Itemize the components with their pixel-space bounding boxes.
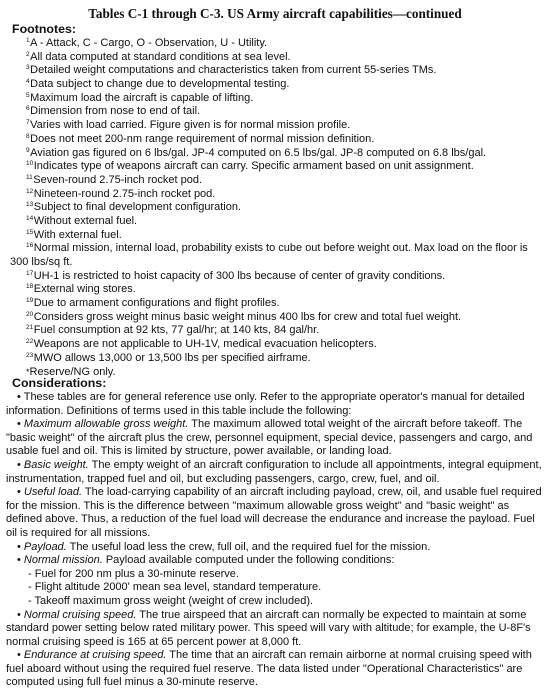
footnote-mark: 5 [26,91,30,99]
footnote-text: UH-1 is restricted to hoist capacity of 300 lbs because of center of gravity conditions. [33,269,446,282]
footnote-item [26,338,546,352]
considerations-list [6,391,546,690]
footnote-item [26,147,546,161]
footnote-text: All data computed at standard conditions at sea level. [30,50,291,63]
consideration-item [6,649,546,690]
bullet-icon: • [17,418,21,431]
consideration-text: The true airspeed that an aircraft can normally be expected to maintain at some standard power setting below rated military power. This speed will vary with altitude; for example, the U-8F's normal cruising speed is 165 at 65 percent power at 8,000 ft. [6,608,531,648]
footnote-mark: 12 [26,187,34,195]
footnote-text: Data subject to change due to developmental testing. [30,78,290,91]
consideration-item [6,418,546,459]
footnote-text: Normal mission, internal load, probability exists to cube out before weight out. Max load on the floor is 300 lbs/sq ft. [10,242,528,269]
footnote-text: Subject to final development configuration. [33,201,242,214]
footnote-item [26,215,546,229]
footnote-item [26,297,546,311]
footnote-text: With external fuel. [33,228,122,241]
bullet-icon: • [17,554,21,567]
footnote-mark: 6 [26,105,30,113]
consideration-term: Normal cruising speed. [23,608,137,621]
footnote-item [26,352,546,366]
bullet-icon: • [17,540,21,553]
footnote-mark: 2 [26,50,30,58]
footnote-mark: 10 [26,160,34,168]
consideration-text: The maximum allowed total weight of the aircraft before takeoff. The "basic weight" of the aircraft plus the crew, personnel equipment, special device, passengers and cargo, and usable fuel and oil. This is limited by structure, power available, or landing load. [6,418,533,458]
considerations-heading: Considerations: [12,376,107,390]
footnote-text: Maximum load the aircraft is capable of lifting. [30,91,254,104]
consideration-term: Maximum allowable gross weight. [23,418,189,431]
footnote-mark: 13 [26,201,34,209]
consideration-term: Endurance at cruising speed. [23,649,167,662]
footnote-mark: 1 [26,37,30,44]
consideration-term: Normal mission. [23,554,103,567]
bullet-icon: • [17,486,21,499]
page-title: Tables C-1 through C-3. US Army aircraft capabilities—continued [88,6,462,21]
consideration-text: These tables are for general reference use only. Refer to the appropriate operator's manual for detailed information. Definitions of terms used in this table include the following: [6,391,525,417]
consideration-text: The load-carrying capability of an aircraft including payload, crew, oil, and usable fuel required for the mission. This is the difference between "maximum allowable gross weight" and "basic weight" as defined above. Thus, a reduction of the fuel load will decrease the endurance and increase the payload. Fuel oil is required for all missions. [6,486,542,539]
footnote-mark: 8 [26,132,30,140]
footnote-text: Due to armament configurations and flight profiles. [33,297,280,310]
consideration-item [6,554,546,568]
footnote-item [26,324,546,338]
footnote-text: Reserve/NG only. [29,365,116,378]
footnote-item [26,64,546,78]
footnote-mark: 11 [26,173,33,181]
footnote-item [26,78,546,92]
footnote-text: Weapons are not applicable to UH-1V, medical evacuation helicopters. [33,338,377,351]
footnotes-heading: Footnotes: [12,22,77,36]
footnote-text: Dimension from nose to end of tail. [30,105,201,118]
footnote-mark: 15 [26,228,34,236]
footnote-item [26,119,546,133]
bullet-icon: • [17,649,21,662]
footnote-item [26,270,546,284]
footnote-item [26,92,546,106]
footnote-mark: 22 [26,338,34,346]
footnote-text: MWO allows 13,000 or 13,500 lbs per specified airframe. [33,351,311,364]
footnotes-list [10,37,546,379]
mission-condition-item: - Fuel for 200 nm plus a 30-minute reserve. [28,567,239,580]
footnote-mark: 21 [26,324,34,332]
consideration-item [6,459,546,486]
footnote-item [26,283,546,297]
footnote-item [26,105,546,119]
footnote-mark: 3 [26,64,30,72]
footnote-mark: 4 [26,78,30,86]
footnote-text: Aviation gas figured on 6 lbs/gal. JP-4 computed on 6.5 lbs/gal. JP-8 computed on 6.8 lbs/gal. [30,146,487,159]
consideration-text: The empty weight of an aircraft configuration to include all appointments, integral equipment, instrumentation, trapped fuel and oil, but excluding passengers, cargo, crew, fuel, and oil. [6,458,542,485]
footnote-mark: 23 [26,351,34,359]
footnote-item [26,133,546,147]
footnote-item [26,174,546,188]
consideration-term: Basic weight. [23,458,89,471]
consideration-text: Payload available computed under the following conditions: [105,554,395,567]
footnote-item [26,160,546,174]
footnote-mark: 16 [26,242,34,250]
consideration-text: The time that an aircraft can remain airborne at normal cruising speed with fuel aboard without using the required fuel reserve. The data listed under "Operational Characteristics" are computed using full fuel minus a 30-minute reserve. [6,649,532,689]
consideration-item [6,391,546,418]
footnote-mark: 20 [26,310,34,318]
consideration-item [6,609,546,650]
footnote-mark: 17 [26,269,34,277]
footnote-text: Without external fuel. [33,214,138,227]
footnote-mark: 7 [26,119,30,127]
footnote-text: Indicates type of weapons aircraft can carry. Specific armament based on unit assignment. [33,160,474,173]
bullet-icon: • [17,458,21,471]
footnote-item [26,201,546,215]
footnote-item [10,242,546,269]
footnote-item [26,51,546,65]
footnote-text: Considers gross weight minus basic weight minus 400 lbs for crew and total fuel weight. [33,310,462,323]
consideration-item [6,486,546,540]
bullet-icon: • [17,391,21,403]
footnote-mark: * [26,366,30,377]
consideration-item [6,541,546,555]
footnote-item [26,311,546,325]
consideration-term: Payload. [23,540,67,553]
footnote-text: Seven-round 2.75-inch rocket pod. [33,173,203,186]
footnote-text: Does not meet 200-nm range requirement of normal mission definition. [30,132,375,145]
footnote-text: A - Attack, C - Cargo, O - Observation, U - Utility. [30,37,268,49]
footnote-mark: 9 [26,146,30,154]
footnote-text: Detailed weight computations and characteristics taken from current 55-series TMs. [30,64,437,77]
mission-condition-item: - Flight altitude 2000' mean sea level, standard temperature. [28,581,322,594]
footnote-mark: 14 [26,214,34,222]
consideration-text: The useful load less the crew, full oil, and the required fuel for the mission. [69,540,431,553]
footnote-text: Nineteen-round 2.75-inch rocket pod. [33,187,216,200]
footnote-text: Fuel consumption at 92 kts, 77 gal/hr; at 140 kts, 84 gal/hr. [33,324,320,337]
footnote-text: External wing stores. [33,283,136,296]
consideration-term: Useful load. [23,486,83,499]
footnote-item [26,37,546,51]
footnote-item [26,229,546,243]
footnote-mark: 19 [26,297,34,305]
footnote-text: Varies with load carried. Figure given is for normal mission profile. [30,119,351,132]
mission-condition-item: - Takeoff maximum gross weight (weight of crew included). [28,594,314,607]
footnote-item [26,188,546,202]
bullet-icon: • [17,608,21,621]
footnote-mark: 18 [26,283,34,291]
